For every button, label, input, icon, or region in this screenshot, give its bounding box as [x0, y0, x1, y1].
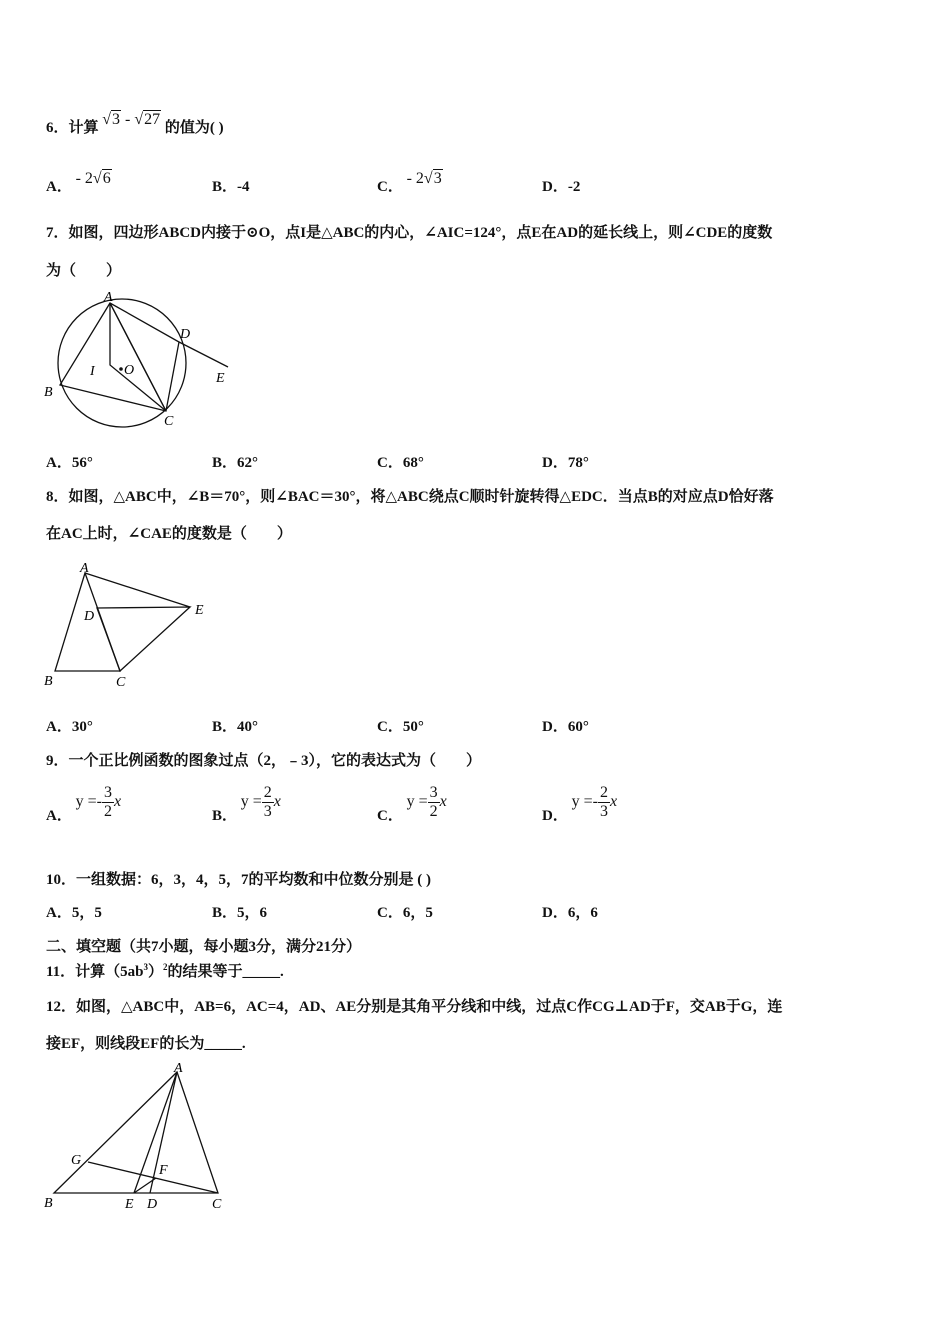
q9-option-d[interactable] — [542, 784, 618, 824]
q6-radicand-a: 3 — [112, 111, 121, 128]
q12-triangle-abc — [54, 1072, 218, 1193]
q7-line2: 为（ ） — [46, 263, 122, 279]
q9-option-c-fraction — [428, 784, 440, 821]
q6-option-c-letter: C． — [377, 179, 403, 195]
q8-option-c[interactable]: C．50° — [377, 719, 424, 735]
q11-sup1: 3 — [143, 962, 149, 972]
q9-option-d-lhs: y =- — [571, 792, 598, 810]
q9-option-a-fraction — [102, 784, 114, 821]
question-11 — [46, 960, 284, 981]
q8-option-d[interactable]: D．60° — [542, 719, 589, 735]
q7-figure — [40, 285, 240, 435]
q6-option-a-coef: - 2 — [75, 170, 93, 187]
q9-option-d-num: 2 — [599, 784, 608, 801]
q6-option-c-value: - 2√3 — [406, 170, 442, 187]
q12-label-d: D — [147, 1197, 158, 1212]
q6-prefix: 6．计算 — [46, 120, 99, 136]
q7-label-d: D — [180, 327, 191, 342]
q6-expression: √3 - √27 — [102, 111, 161, 128]
section-2-heading: 二、填空题（共7小题，每小题3分，满分21分） — [46, 939, 362, 955]
q6-option-c-coef: - 2 — [406, 170, 424, 187]
q6-suffix: 的值为( ) — [164, 120, 224, 136]
q9-option-c-num: 3 — [429, 784, 438, 801]
q12-segment-cg — [88, 1162, 218, 1193]
q8-label-a: A — [80, 561, 89, 576]
q12-line2: 接EF，则线段EF的长为_____. — [46, 1036, 246, 1052]
q9-option-a[interactable] — [46, 784, 122, 824]
q10-option-a[interactable]: A．5，5 — [46, 905, 102, 921]
q9-option-c-letter: C． — [377, 807, 403, 824]
q7-option-a[interactable]: A．56° — [46, 455, 93, 471]
q9-option-b-fraction — [262, 784, 274, 821]
q7-center-dot — [119, 367, 123, 371]
q9-option-d-var: x — [609, 792, 618, 810]
q12-label-f: F — [159, 1163, 168, 1178]
q9-option-d-fraction — [598, 784, 610, 821]
q9-option-b-var: x — [273, 792, 281, 810]
q9-line1: 9．一个正比例函数的图象过点（2，﹣3），它的表达式为（ ） — [46, 753, 482, 769]
q9-option-d-letter: D． — [542, 807, 568, 824]
q9-option-b[interactable] — [212, 784, 281, 824]
q10-option-d[interactable]: D．6，6 — [542, 905, 598, 921]
q6-option-a-rad: 6 — [102, 170, 111, 187]
q6-option-b-text: -4 — [237, 179, 250, 195]
q8-label-d: D — [84, 609, 95, 624]
q9-option-c-lhs: y = — [406, 792, 428, 810]
q8-triangle-edc — [97, 607, 190, 671]
q6-option-d[interactable] — [542, 175, 580, 196]
q7-label-a: A — [104, 290, 113, 305]
q7-label-b: B — [44, 385, 53, 400]
q6-option-a[interactable] — [46, 170, 112, 196]
q7-label-c: C — [164, 414, 174, 429]
q7-label-o: O — [124, 363, 135, 378]
q6-option-b[interactable] — [212, 175, 250, 196]
q11-suffix: 的结果等于_____. — [167, 964, 284, 980]
q8-label-e: E — [195, 603, 204, 618]
q10-option-c[interactable]: C．6，5 — [377, 905, 433, 921]
q8-option-b[interactable]: B．40° — [212, 719, 259, 735]
q7-option-c[interactable]: C．68° — [377, 455, 424, 471]
q6-minus: - — [125, 111, 131, 128]
q12-label-c: C — [212, 1197, 222, 1212]
q9-option-a-letter: A． — [46, 807, 72, 824]
q9-option-a-var: x — [113, 792, 122, 810]
q6-option-a-value: - 2√6 — [75, 170, 111, 187]
q8-label-b: B — [44, 674, 53, 689]
q10-line1: 10．一组数据：6，3，4，5，7的平均数和中位数分别是 ( ) — [46, 872, 431, 888]
q9-option-c-var: x — [439, 792, 447, 810]
q9-option-a-den: 2 — [103, 803, 112, 820]
q6-option-a-letter: A． — [46, 179, 72, 195]
q7-label-e: E — [216, 371, 225, 386]
q9-option-c[interactable] — [377, 784, 447, 824]
q6-option-b-letter: B． — [212, 179, 238, 195]
q12-label-g: G — [71, 1153, 82, 1168]
q6-option-d-text: -2 — [567, 179, 581, 195]
q7-line1: 7．如图，四边形ABCD内接于⊙O，点I是△ABC的内心，∠AIC=124°，点E在AD的延长线上，则∠CDE的度数 — [46, 225, 773, 241]
q8-line1: 8．如图，△ABC中，∠B＝70°，则∠BAC＝30°，将△ABC绕点C顺时针旋转得△EDC．当点B的对应点D恰好落 — [46, 489, 774, 505]
q9-option-b-lhs: y = — [240, 792, 262, 810]
q9-option-c-den: 2 — [429, 803, 438, 820]
q12-label-e: E — [125, 1197, 134, 1212]
q9-option-b-letter: B． — [212, 807, 238, 824]
q9-option-a-num: 3 — [103, 784, 112, 801]
q8-figure — [40, 558, 220, 693]
q9-option-a-lhs: y =- — [75, 792, 102, 810]
q9-option-d-den: 3 — [599, 803, 608, 820]
q9-option-b-num: 2 — [263, 784, 272, 801]
q12-label-b: B — [44, 1196, 53, 1211]
q8-line2: 在AC上时，∠CAE的度数是（ ） — [46, 526, 292, 542]
q8-segment-ae — [85, 573, 190, 607]
q8-label-c: C — [116, 675, 126, 690]
q10-option-b[interactable]: B．5，6 — [212, 905, 268, 921]
q7-label-i: I — [90, 364, 95, 379]
q7-option-d[interactable]: D．78° — [542, 455, 589, 471]
question-6 — [46, 111, 224, 137]
q6-option-c[interactable] — [377, 170, 443, 196]
q6-option-c-rad: 3 — [433, 170, 442, 187]
q6-radicand-b: 27 — [144, 111, 161, 128]
q8-option-a[interactable]: A．30° — [46, 719, 93, 735]
q12-line1: 12．如图，△ABC中，AB=6，AC=4，AD、AE分别是其角平分线和中线，过点C作CG⊥AD于F，交AB于G，连 — [46, 999, 783, 1015]
q6-option-d-letter: D． — [542, 179, 568, 195]
q11-prefix: 11．计算（5ab — [46, 964, 144, 980]
q11-sup2: 2 — [163, 962, 168, 972]
q7-option-b[interactable]: B．62° — [212, 455, 259, 471]
q12-figure — [40, 1060, 240, 1220]
q7-quadrilateral — [60, 303, 179, 411]
q11-mid: ） — [148, 964, 164, 980]
q12-label-a: A — [174, 1061, 183, 1076]
q9-option-b-den: 3 — [263, 803, 272, 820]
